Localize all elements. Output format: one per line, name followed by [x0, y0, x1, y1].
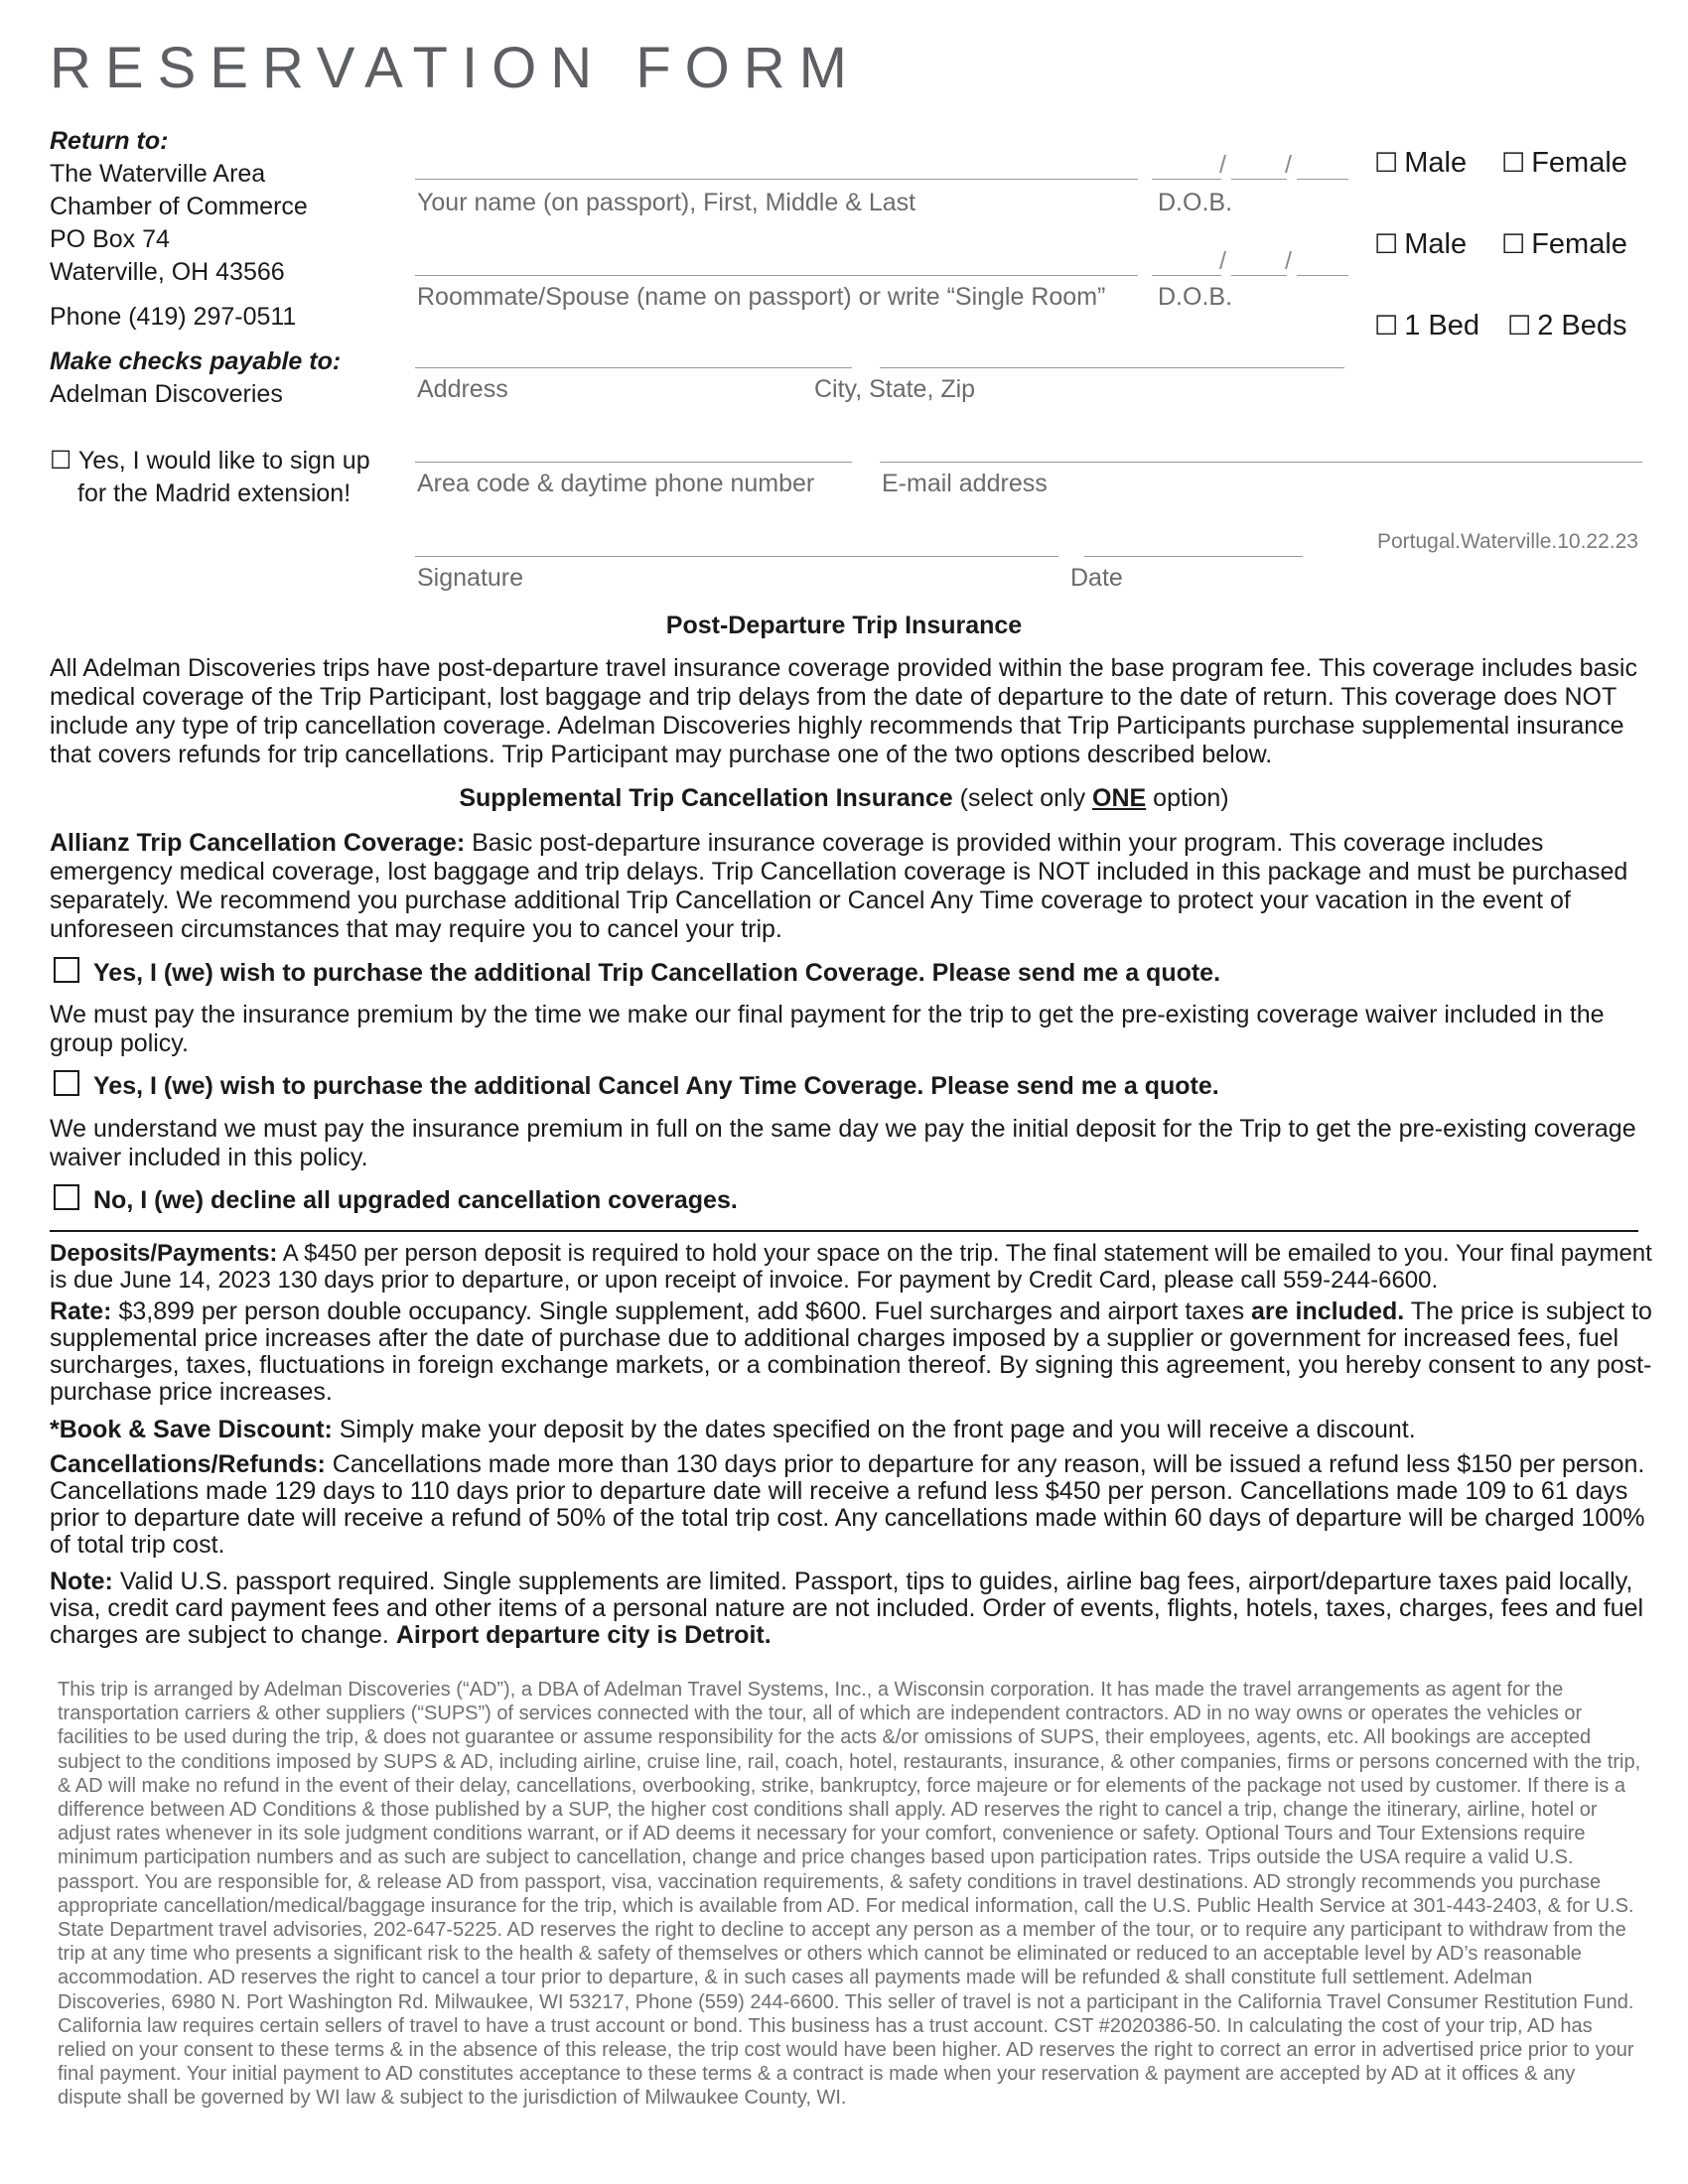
roommate-dob-month-line[interactable]: [1152, 275, 1221, 276]
extension-line1: ☐ Yes, I would like to sign up: [50, 447, 370, 475]
allianz-paragraph: [50, 829, 1653, 944]
deposits-paragraph: [50, 1240, 1653, 1294]
city-line: Waterville, OH 43566: [50, 258, 285, 286]
phone-input-line[interactable]: [415, 462, 852, 463]
decline-option[interactable]: [50, 1184, 738, 1215]
allianz-text: Basic post-departure insurance coverage is provided within your program. This coverage includes emergency medical coverage, lost baggage and trip delays. Trip Cancellation coverage is NOT included in this package and must be purchased separately. We recommend you purchase additional Trip Cancellation or Cancel Any Time coverage to protect your vacation in the event of unforeseen circumstances that may require you to cancel your trip.: [50, 829, 1628, 943]
signature-label: Signature: [417, 564, 524, 592]
cancellations-paragraph: [50, 1451, 1653, 1559]
note-text: Valid U.S. passport required. Single supplements are limited. Passport, tips to guides, airline bag fees, airport/departure taxes paid locally, visa, credit card payment fees and other items of a personal nature are not included. Order of events, flights, hotels, taxes, charges, fees and fuel charges are subject to change.: [50, 1568, 1644, 1649]
phone-label: Area code & daytime phone number: [417, 470, 815, 497]
supplemental-heading-one: ONE: [1092, 784, 1147, 812]
deposits-label: Deposits/Payments:: [50, 1240, 278, 1267]
checkbox-icon: ☐: [1374, 148, 1399, 178]
org-line1: The Waterville Area: [50, 160, 266, 188]
one-bed-checkbox[interactable]: [1374, 310, 1479, 342]
form-version: Portugal.Waterville.10.22.23: [1376, 530, 1638, 553]
section-divider: [50, 1230, 1638, 1232]
city-state-zip-label: City, State, Zip: [814, 375, 976, 403]
dob-slash: /: [1285, 151, 1292, 179]
option3-label: No, I (we) decline all upgraded cancellation coverages.: [93, 1186, 738, 1214]
date-input-line[interactable]: [1084, 556, 1303, 557]
name-input-line[interactable]: [415, 179, 1138, 180]
email-label: E-mail address: [882, 470, 1048, 497]
supplemental-heading-post: option): [1146, 784, 1229, 812]
checks-label: Make checks payable to:: [50, 347, 342, 375]
note-bold: Airport departure city is Detroit.: [395, 1621, 772, 1649]
one-bed-label: 1 Bed: [1404, 310, 1480, 341]
roommate-dob-day-line[interactable]: [1231, 275, 1287, 276]
checkbox-icon: ☐: [1374, 311, 1399, 341]
option1-label: Yes, I (we) wish to purchase the additional Trip Cancellation Coverage. Please send me a quote.: [93, 959, 1221, 987]
female-checkbox[interactable]: [1501, 147, 1627, 180]
roommate-dob-label: D.O.B.: [1158, 283, 1233, 311]
trip-cancellation-option[interactable]: [50, 957, 1220, 988]
dob-label: D.O.B.: [1158, 189, 1233, 216]
female-label: Female: [1531, 228, 1627, 260]
dob-slash: /: [1285, 247, 1292, 275]
checkbox-icon: ☐: [1501, 148, 1526, 178]
supplemental-heading: [50, 784, 1638, 813]
roommate-male-checkbox[interactable]: [1374, 228, 1467, 261]
checkbox-icon: ☐: [1501, 229, 1526, 259]
rate-text2: The price is subject to supplemental price increases after the date of purchase due to additional charges imposed by a supplier or government for increased fees, fuel surcharges, taxes, fluctuations in foreign exchange markets, or a combination thereof. By signing this agreement, you hereby consent to any post-purchase price increases.: [50, 1297, 1652, 1406]
supplemental-heading-bold: Supplemental Trip Cancellation Insurance: [459, 784, 953, 812]
note-label: Note:: [50, 1568, 113, 1595]
address-input-line[interactable]: [415, 367, 852, 368]
insurance-heading: Post-Departure Trip Insurance: [665, 612, 1023, 639]
two-beds-checkbox[interactable]: [1507, 310, 1627, 342]
dob-slash: /: [1219, 247, 1226, 275]
male-label: Male: [1404, 228, 1468, 260]
checkbox-icon[interactable]: [54, 957, 79, 983]
roommate-dob-year-line[interactable]: [1297, 275, 1348, 276]
payee: Adelman Discoveries: [50, 380, 283, 408]
cancel-any-time-option[interactable]: [50, 1070, 1219, 1101]
option2-note: We understand we must pay the insurance premium in full on the same day we pay the initial deposit for the Trip to get the pre-existing coverage waiver included in this policy.: [50, 1115, 1636, 1171]
dob-slash: /: [1219, 151, 1226, 179]
checkbox-icon: ☐: [1374, 229, 1399, 259]
checkbox-icon[interactable]: [54, 1184, 79, 1210]
dob-day-line[interactable]: [1231, 179, 1287, 180]
checkbox-icon: ☐: [1507, 311, 1532, 341]
book-text: Simply make your deposit by the dates specified on the front page and you will receive a discount.: [332, 1416, 1416, 1443]
male-label: Male: [1404, 147, 1468, 179]
book-label: *Book & Save Discount:: [50, 1416, 333, 1443]
city-state-zip-input-line[interactable]: [880, 367, 1344, 368]
checkbox-icon[interactable]: [54, 1070, 79, 1096]
book-save-paragraph: [50, 1417, 1653, 1443]
extension-line2: for the Madrid extension!: [77, 479, 352, 507]
dob-month-line[interactable]: [1152, 179, 1221, 180]
fine-print: This trip is arranged by Adelman Discoveries (“AD”), a DBA of Adelman Travel Systems, Inc., a Wisconsin corporation. It has made the travel arrangements as agent for the transportation carriers & other suppliers (“SUPS”) of services connected with the tour, all of which are independent contractors. AD in no way owns or operates the vehicles or facilities to be used during the trip, & does not guarantee or assume responsibility for the acts &/or omissions of SUPS, their employees, agents, etc. All bookings are accepted subject to the conditions imposed by SUPS & AD, including airline, cruise line, rail, coach, hotel, restaurants, insurance, & other companies, firms or persons concerned with the trip, & AD will make no refund in the event of their delay, cancellations, overbooking, strike, bankruptcy, force majeure or for elements of the package not used by customer. If there is a difference between AD Conditions & those published by a SUP, the higher cost conditions shall apply. AD reserves the right to cancel a trip, change the itinerary, airline, hotel or adjust rates whenever in its sole judgment conditions warrant, or if AD deems it necessary for your comfort, convenience or safety. Optional Tours and Tour Extensions require minimum participation numbers and as such are subject to cancellation, change and price changes based upon participation rates. Trips outside the USA require a valid U.S. passport. You are responsible for, & release AD from passport, visa, vaccination requirements, & safety conditions in travel destinations. AD strongly recommends you purchase appropriate cancellation/medical/baggage insurance for the trip, which is available from AD. For medical information, call the U.S. Public Health Service at 301-443-2403, & for U.S. State Department travel advisories, 202-647-5225. AD reserves the right to decline to accept any person as a member of the tour, or to require any participant to withdraw from the trip at any time who presents a significant risk to the health & safety of themselves or others which cannot be eliminated or reduced to an acceptable level by AD’s reasonable accommodation. AD reserves the right to cancel a tour prior to departure, & in such cases all payments made will be refunded & shall constitute full settlement. Adelman Discoveries, 6980 N. Port Washington Rd. Milwaukee, WI 53217, Phone (559) 244-6600. This seller of travel is not a participant in the California Travel Consumer Restitution Fund. California law requires certain sellers of travel to have a trust account or bond. This business has a trust account. CST #2020386-50. In calculating the cost of your trip, AD has relied on your consent to these terms & in the absence of this release, the trip cost would have been higher. AD reserves the right to correct an error in advertised price prior to your final payment. Your initial payment to AD constitutes acceptance to these terms & a contract is made when your reservation & payment are accepted by AD at it offices & any dispute shall be governed by WI law & subject to the jurisdiction of Milwaukee County, WI.: [58, 1679, 1641, 2110]
roommate-female-checkbox[interactable]: [1501, 228, 1627, 261]
rate-bold: are included.: [1251, 1297, 1405, 1325]
rate-text1: $3,899 per person double occupancy. Single supplement, add $600. Fuel surcharges and airport taxes: [111, 1297, 1252, 1325]
allianz-label: Allianz Trip Cancellation Coverage:: [50, 829, 466, 857]
phone-line: Phone (419) 297-0511: [50, 303, 297, 331]
address-label: Address: [417, 375, 508, 403]
madrid-extension-checkbox[interactable]: [50, 445, 370, 510]
po-box: PO Box 74: [50, 225, 170, 253]
rate-paragraph: [50, 1298, 1653, 1406]
supplemental-heading-pre: (select only: [952, 784, 1093, 812]
deposits-text: A $450 per person deposit is required to hold your space on the trip. The final statement will be emailed to you. Your final payment is due June 14, 2023 130 days prior to departure, or upon receipt of invoice. For payment by Credit Card, please call 559-244-6600.: [50, 1240, 1652, 1294]
signature-input-line[interactable]: [415, 556, 1058, 557]
name-label: Your name (on passport), First, Middle & Last: [417, 189, 916, 216]
two-beds-label: 2 Beds: [1537, 310, 1627, 341]
rate-label: Rate:: [50, 1297, 112, 1325]
date-label: Date: [1070, 564, 1123, 592]
option1-note: We must pay the insurance premium by the time we make our final payment for the trip to get the pre-existing coverage waiver included in the group policy.: [50, 1001, 1605, 1057]
dob-year-line[interactable]: [1297, 179, 1348, 180]
cancel-label: Cancellations/Refunds:: [50, 1450, 326, 1478]
org-line2: Chamber of Commerce: [50, 193, 308, 220]
page-title: RESERVATION FORM: [50, 36, 861, 100]
return-address-block: [50, 125, 341, 411]
return-label: Return to:: [50, 127, 169, 155]
option2-label: Yes, I (we) wish to purchase the additional Cancel Any Time Coverage. Please send me a quote.: [93, 1072, 1219, 1100]
female-label: Female: [1531, 147, 1627, 179]
note-paragraph: [50, 1569, 1653, 1649]
cancel-text: Cancellations made more than 130 days prior to departure for any reason, will be issued a refund less $150 per person. Cancellations made 129 days to 110 days prior to departure date will receive a refund less $450 per person. Cancellations made 109 to 61 days prior to departure date will receive a refund of 50% of the total trip cost. Any cancellations made within 60 days of departure will be charged 100% of total trip cost.: [50, 1450, 1645, 1559]
roommate-label: Roommate/Spouse (name on passport) or write “Single Room”: [417, 283, 1106, 311]
email-input-line[interactable]: [880, 462, 1642, 463]
insurance-intro: All Adelman Discoveries trips have post-departure travel insurance coverage provided within the base program fee. This coverage includes basic medical coverage of the Trip Participant, lost baggage and trip delays from the date of departure to the date of return. This coverage does NOT include any type of trip cancellation coverage. Adelman Discoveries highly recommends that Trip Participants purchase supplemental insurance that covers refunds for trip cancellations. Trip Participant may purchase one of the two options described below.: [50, 654, 1637, 768]
male-checkbox[interactable]: [1374, 147, 1467, 180]
roommate-input-line[interactable]: [415, 275, 1138, 276]
